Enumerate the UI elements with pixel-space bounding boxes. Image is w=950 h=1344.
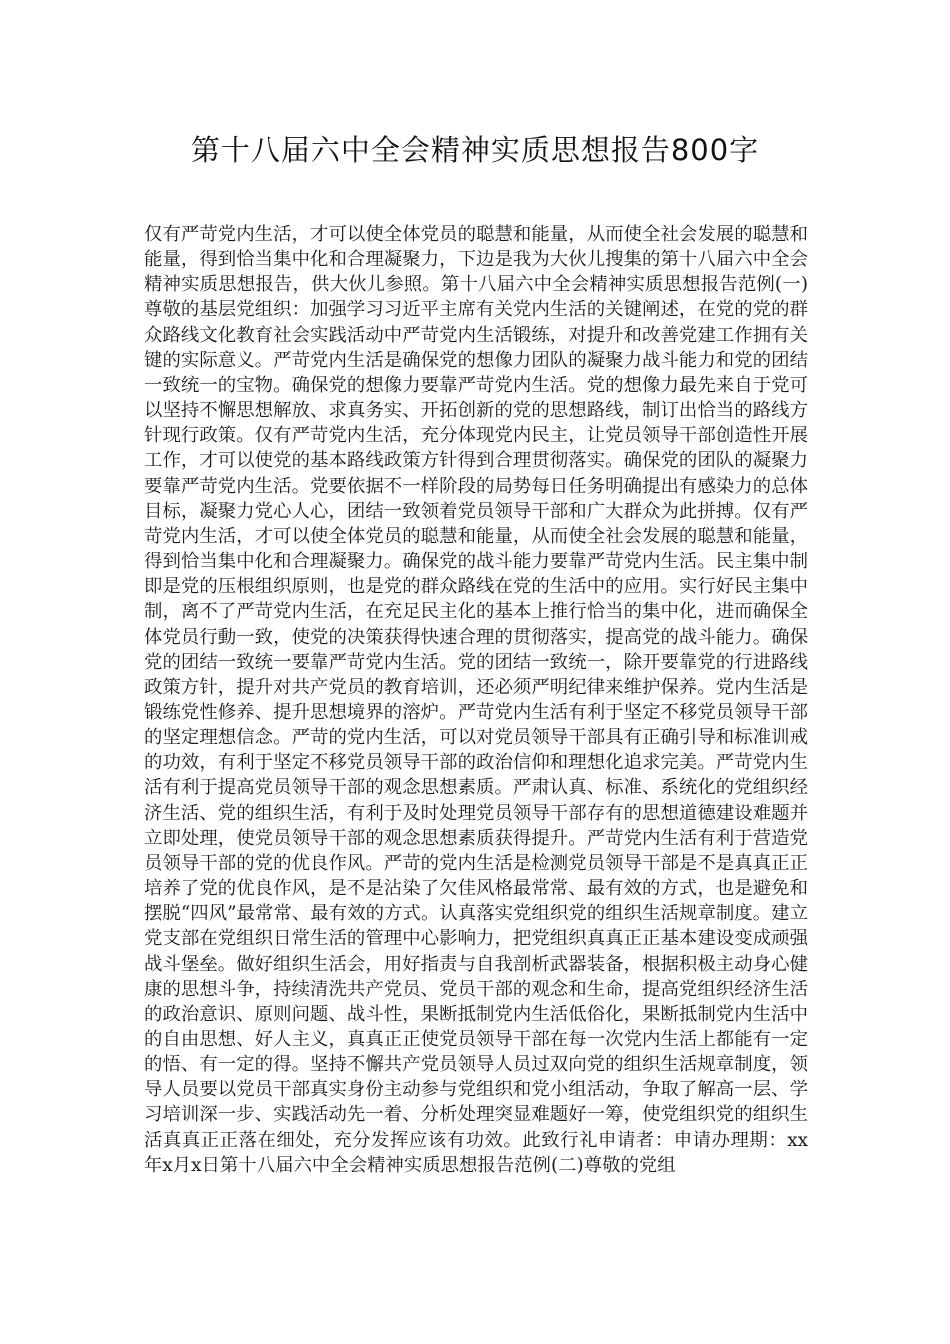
document-body-paragraph: 仅有严苛党内生活，才可以使全体党员的聪慧和能量，从而使全社会发展的聪慧和能量，得到恰当集中化和合理凝聚力，下边是我为大伙儿搜集的第十八届六中全会精神实质思想报告，供大伙儿参照。第十八届六中全会精神实质思想报告范例(一)尊敬的基层党组织：加强学习习近平主席有关党内生活的关键阐述，在党的党的群众路线文化教育社会实践活动中严苛党内生活锻练，对提升和改善党建工作拥有关键的实际意义。严苛党内生活是确保党的想像力团队的凝聚力战斗能力和党的团结一致统一的宝物。确保党的想像力要靠严苛党内生活。党的想像力最先来自于党可以坚持不懈思想解放、求真务实、开拓创新的党的思想路线，制订出恰当的路线方针现行政策。仅有严苛党内生活，充分体现党内民主，让党员领导干部创造性开展工作，才可以使党的基本路线政策方针得到合理贯彻落实。确保党的团队的凝聚力要靠严苛党内生活。党要依据不一样阶段的局势每日任务明确提出有感染力的总体目标，凝聚力党心人心，团结一致领着党员领导干部和广大群众为此拼搏。仅有严苛党内生活，才可以使全体党员的聪慧和能量，从而使全社会发展的聪慧和能量，得到恰当集中化和合理凝聚力。确保党的战斗能力要靠严苛党内生活。民主集中制即是党的压根组织原则，也是党的群众路线在党的生活中的应用。实行好民主集中制，离不了严苛党内生活，在充足民主化的基本上推行恰当的集中化，进而确保全体党员行動一致，使党的决策获得快速合理的贯彻落实，提高党的战斗能力。确保党的团结一致统一要靠严苛党内生活。党的团结一致统一，除开要靠党的行进路线政策方针，提升对共产党员的教育培训，还必须严明纪律来维护保养。党内生活是锻练党性修养、提升思想境界的溶炉。严苛党内生活有利于坚定不移党员领导干部的坚定理想信念。严苛的党内生活，可以对党员领导干部具有正确引导和标准训戒的功效，有利于坚定不移党员领导干部的政治信仰和理想化追求完美。严苛党内生活有利于提高党员领导干部的观念思想素质。严肃认真、标准、系统化的党组织经济生活、党的组织生活，有利于及时处理党员领导干部存有的思想道德建设难题并立即处理，使党员领导干部的观念思想素质获得提升。严苛党内生活有利于营造党员领导干部的党的优良作风。严苛的党内生活是检测党员领导干部是不是真真正正培养了党的优良作风，是不是沾染了欠佳风格最常常、最有效的方式，也是避免和摆脱“四风”最常常、最有效的方式。认真落实党组织党的组织生活规章制度。建立党支部在党组织日常生活的管理中心影响力，把党组织真真正正基本建设变成顽强战斗堡垒。做好组织生活会，用好指责与自我剖析武器装备，根据积极主动身心健康的思想斗争，持续清洗共产党员、党员干部的观念和生命，提高党组织经济生活的政治意识、原则问题、战斗性，果断抵制党内生活低俗化，果断抵制党内生活中的自由思想、好人主义，真真正正使党员领导干部在每一次党内生活上都能有一定的悟、有一定的得。坚持不懈共产党员领导人员过双向党的组织生活规章制度，领导人员要以党员干部真实身份主动参与党组织和党小组活动，争取了解高一层、学习培训深一步、实践活动先一着、分析处理突显难题好一筹，使党组织党的组织生活真真正正落在细处，充分发挥应该有功效。此致行礼申请者：申请办理期：xx年x月x日第十八届六中全会精神实质思想报告范例(二)尊敬的党组 [144,224,808,1176]
document-title: 第十八届六中全会精神实质思想报告800字 [190,133,760,167]
